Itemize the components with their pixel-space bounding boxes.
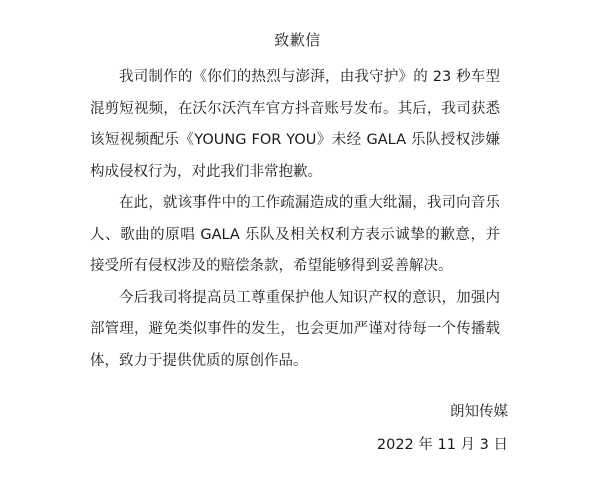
letter-date: 2022 年 11 月 3 日 bbox=[376, 437, 508, 453]
paragraph-2: 在此，就该事件中的工作疏漏造成的重大纰漏，我司向音乐人、歌曲的原唱 GALA 乐队及相关权利方表示诚挚的歉意，并接受所有侵权涉及的赔偿条款，希望能够得到妥善解决。 bbox=[90, 195, 500, 274]
letter-title: 致歉信 bbox=[274, 31, 321, 49]
letter-body bbox=[90, 62, 500, 377]
paragraph-3: 今后我司将提高员工尊重保护他人知识产权的意识，加强内部管理，避免类似事件的发生，也会更加严谨对待每一个传播载体，致力于提供优质的原创作品。 bbox=[90, 289, 500, 369]
paragraph-1: 我司制作的《你们的热烈与澎湃，由我守护》的 23 秒车型混剪短视频，在沃尔沃汽车官方抖音账号发布。其后，我司获悉该短视频配乐《YOUNG FOR YOU》未经 GALA 乐队授权涉嫌构成侵权行为，对此我们非常抱歉。 bbox=[90, 69, 500, 180]
signer-name: 朗知传媒 bbox=[450, 404, 508, 420]
